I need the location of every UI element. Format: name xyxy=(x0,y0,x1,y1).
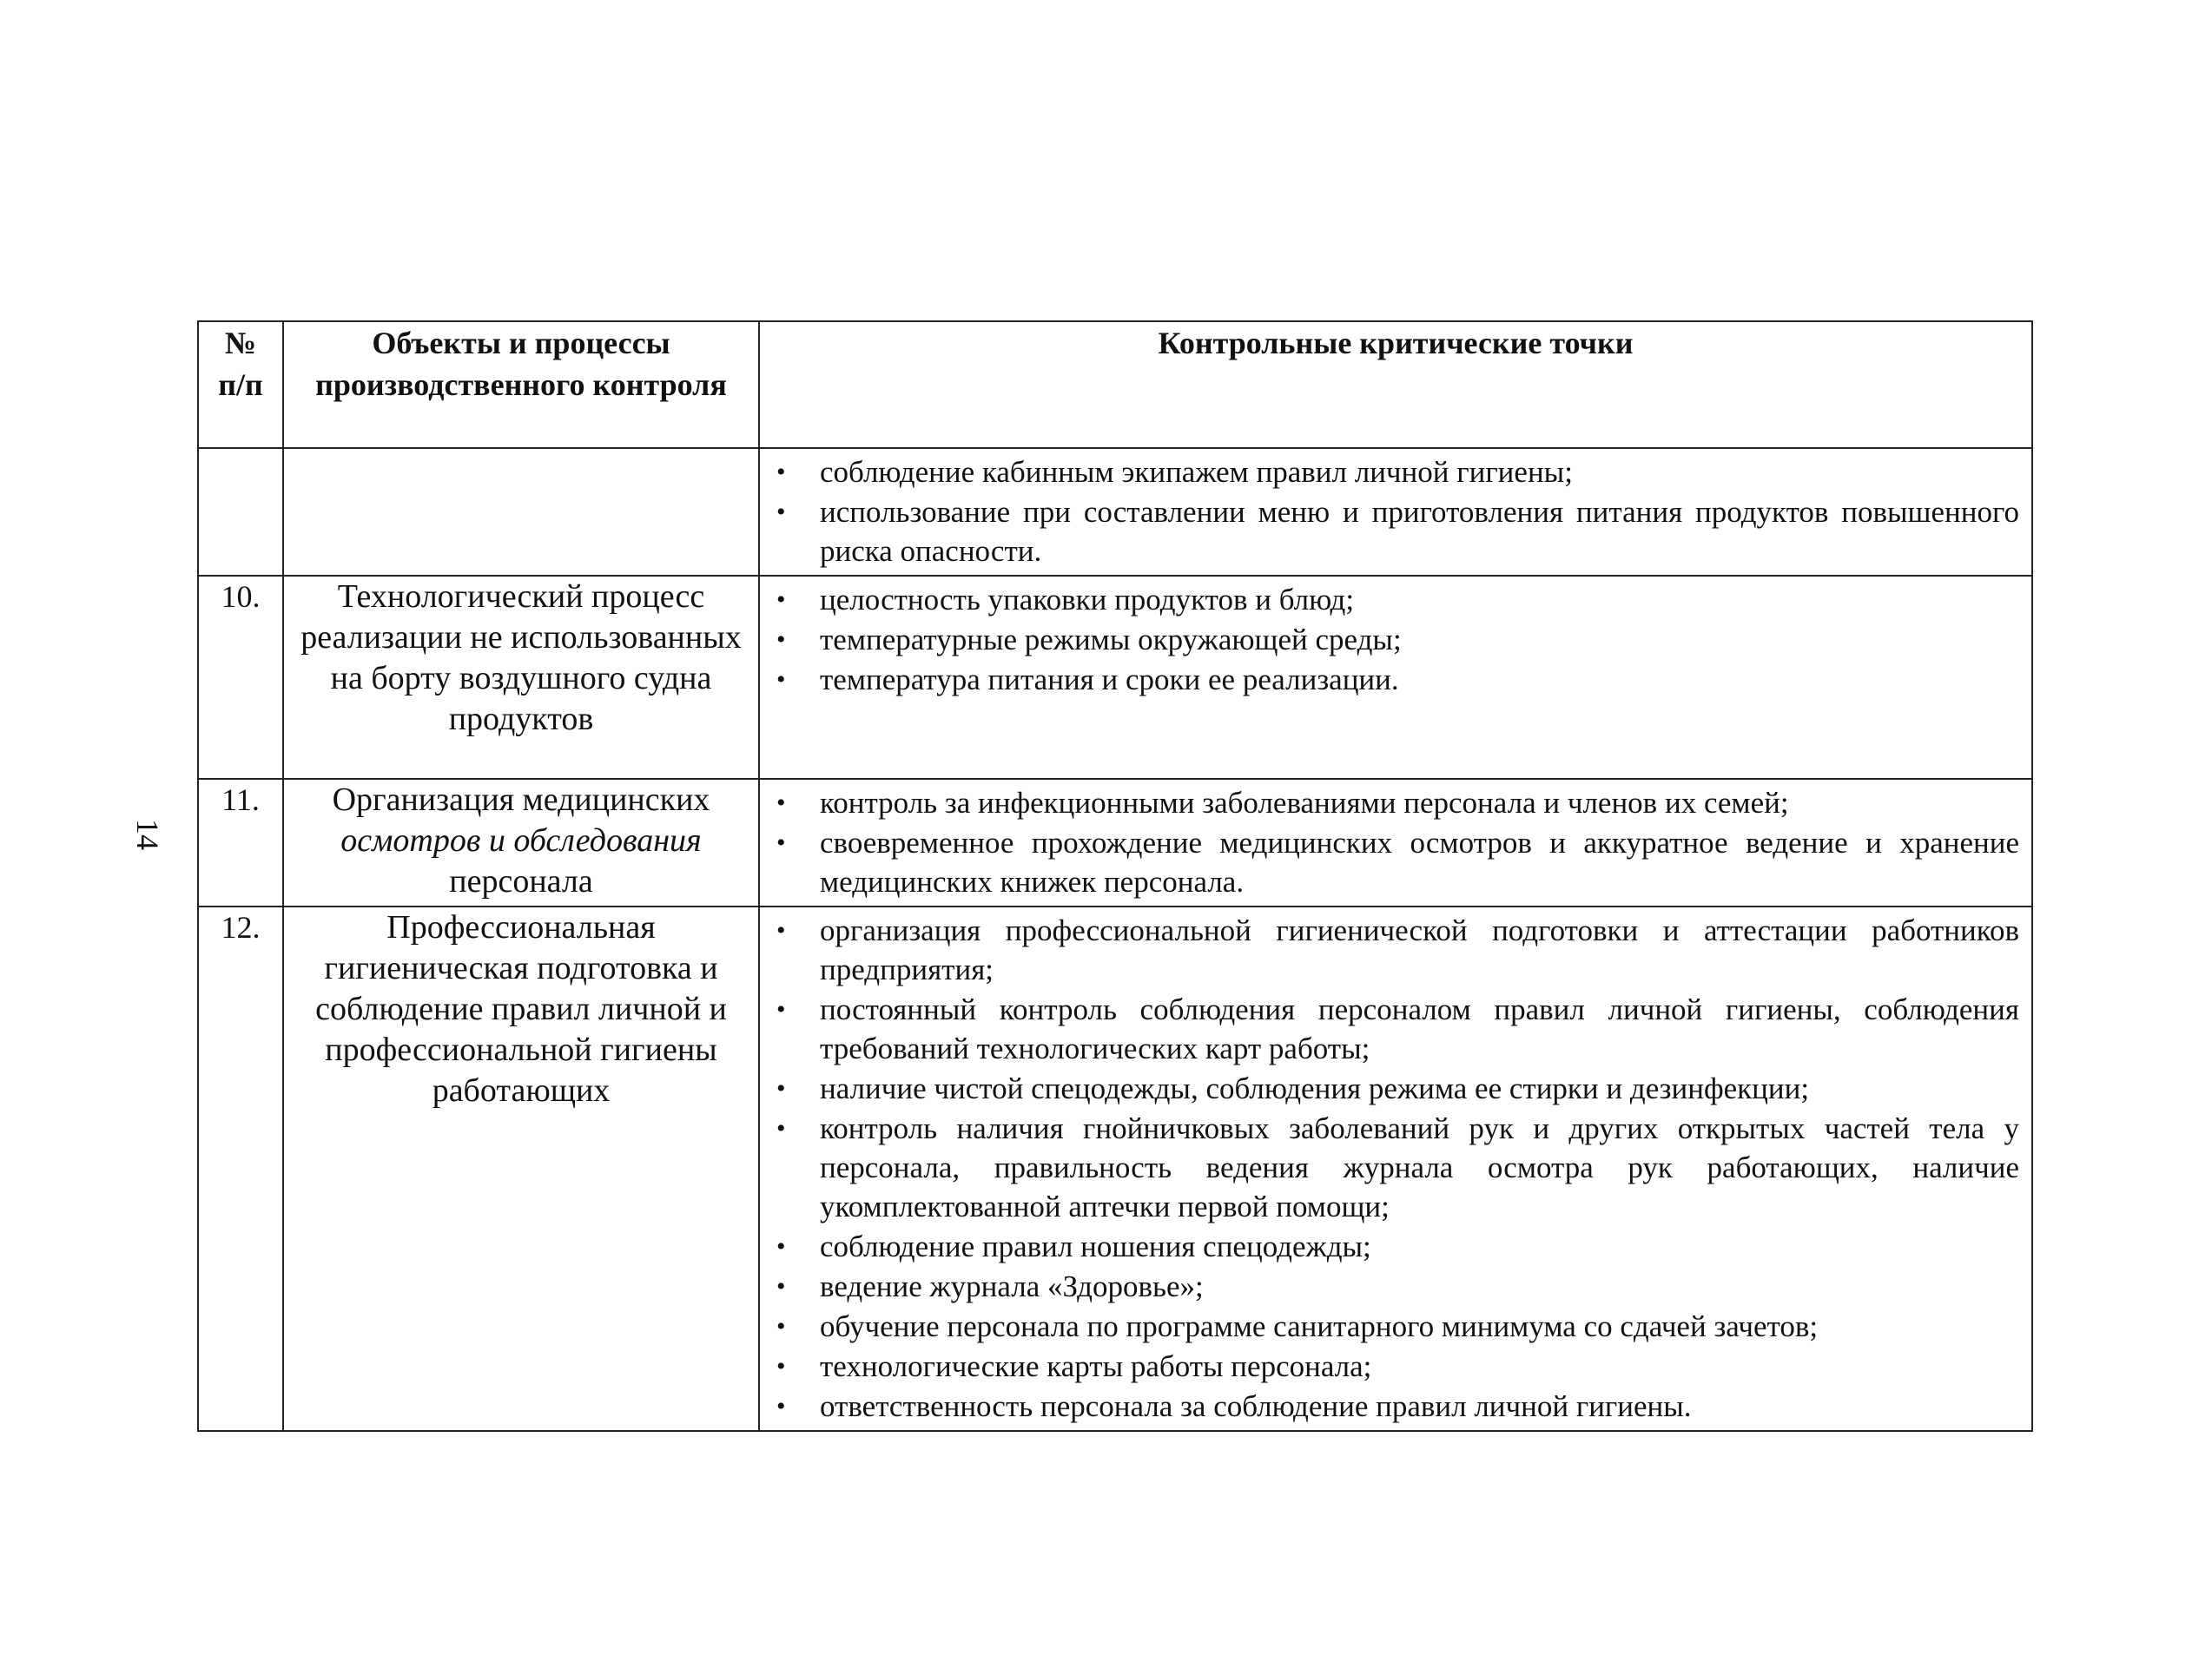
list-item xyxy=(760,783,2019,822)
list-item xyxy=(760,452,2019,491)
bullet-icon: • xyxy=(776,788,786,817)
table-row xyxy=(198,907,2032,1431)
bullet-icon: • xyxy=(776,1352,786,1381)
point-text: обучение персонала по программе санитарного минимума со сдачей зачетов; xyxy=(820,1309,1819,1343)
point-text: температура питания и сроки ее реализации. xyxy=(820,663,1399,696)
list-item xyxy=(760,1387,2019,1426)
bullet-icon: • xyxy=(776,458,786,486)
list-item xyxy=(760,1109,2019,1226)
point-text: ответственность персонала за соблюдение правил личной гигиены. xyxy=(820,1389,1692,1423)
row-object-part: персонала xyxy=(449,863,593,900)
page-number: 14 xyxy=(130,819,165,850)
bullet-icon: • xyxy=(776,1114,786,1143)
header-num xyxy=(198,321,283,448)
table-row xyxy=(198,448,2032,576)
bullet-icon: • xyxy=(776,1232,786,1261)
header-points xyxy=(759,321,2032,448)
bullet-icon: • xyxy=(776,1392,786,1421)
list-item xyxy=(760,1227,2019,1266)
bullet-icon: • xyxy=(776,1312,786,1341)
bullet-icon: • xyxy=(776,995,786,1024)
point-text: контроль наличия гнойничковых заболеваний рук и других открытых частей тела у персонала, правильность ведения журнала осмотра рук работающих, наличие укомплектованной аптечки первой помощи; xyxy=(820,1111,2019,1223)
table-row xyxy=(198,779,2032,907)
list-item xyxy=(760,1347,2019,1386)
bullet-icon: • xyxy=(776,625,786,654)
header-num-text: № п/п xyxy=(218,326,263,402)
bullet-icon: • xyxy=(776,1074,786,1103)
row-object xyxy=(283,779,759,907)
list-item xyxy=(760,823,2019,901)
row-points xyxy=(759,576,2032,779)
row-points xyxy=(759,779,2032,907)
bullet-icon: • xyxy=(776,498,786,526)
list-item xyxy=(760,620,2019,659)
list-item xyxy=(760,660,2019,699)
list-item xyxy=(760,911,2019,989)
row-number: 10. xyxy=(198,576,283,779)
point-text: использование при составлении меню и приготовления питания продуктов повышенного риска опасности. xyxy=(820,495,2019,568)
points-list xyxy=(760,780,2031,906)
list-item xyxy=(760,580,2019,619)
point-text: организация профессиональной гигиенической подготовки и аттестации работников предприятия; xyxy=(820,913,2019,986)
row-number: 11. xyxy=(198,779,283,907)
point-text: наличие чистой спецодежды, соблюдения режима ее стирки и дезинфекции; xyxy=(820,1071,1810,1105)
bullet-icon: • xyxy=(776,916,786,945)
production-control-table xyxy=(197,320,2033,1432)
list-item xyxy=(760,1267,2019,1306)
point-text: температурные режимы окружающей среды; xyxy=(820,623,1402,656)
points-list xyxy=(760,577,2031,703)
table-row xyxy=(198,576,2032,779)
point-text: постоянный контроль соблюдения персоналом правил личной гигиены, соблюдения требований технологических карт работы; xyxy=(820,992,2019,1065)
row-object: Технологический процесс реализации не использованных на борту воздушного судна продуктов xyxy=(283,576,759,779)
bullet-icon: • xyxy=(776,665,786,694)
bullet-icon: • xyxy=(776,1272,786,1301)
point-text: целостность упаковки продуктов и блюд; xyxy=(820,583,1355,617)
row-number xyxy=(198,448,283,576)
row-points xyxy=(759,907,2032,1431)
list-item xyxy=(760,1069,2019,1108)
header-points-text: Контрольные критические точки xyxy=(1158,326,1634,360)
bullet-icon: • xyxy=(776,585,786,614)
point-text: своевременное прохождение медицинских осмотров и аккуратное ведение и хранение медицинских книжек персонала. xyxy=(820,826,2019,899)
bullet-icon: • xyxy=(776,828,786,857)
point-text: соблюдение кабинным экипажем правил личной гигиены; xyxy=(820,455,1573,489)
list-item xyxy=(760,1307,2019,1346)
point-text: технологические карты работы персонала; xyxy=(820,1349,1372,1383)
row-object-part-italic: осмотров и обследования xyxy=(340,822,702,859)
row-points xyxy=(759,448,2032,576)
point-text: контроль за инфекционными заболеваниями персонала и членов их семей; xyxy=(820,786,1789,820)
points-list xyxy=(760,449,2031,575)
point-text: соблюдение правил ношения спецодежды; xyxy=(820,1230,1371,1263)
row-object: Профессиональная гигиеническая подготовка и соблюдение правил личной и профессиональной гигиены работающих xyxy=(283,907,759,1431)
point-text: ведение журнала «Здоровье»; xyxy=(820,1269,1204,1303)
row-number: 12. xyxy=(198,907,283,1431)
list-item xyxy=(760,990,2019,1068)
list-item xyxy=(760,492,2019,570)
header-object-text: Объекты и процессы производственного контроля xyxy=(315,326,727,402)
row-object xyxy=(283,448,759,576)
header-object xyxy=(283,321,759,448)
points-list xyxy=(760,907,2031,1430)
row-object-part: Организация медицинских xyxy=(332,781,710,818)
